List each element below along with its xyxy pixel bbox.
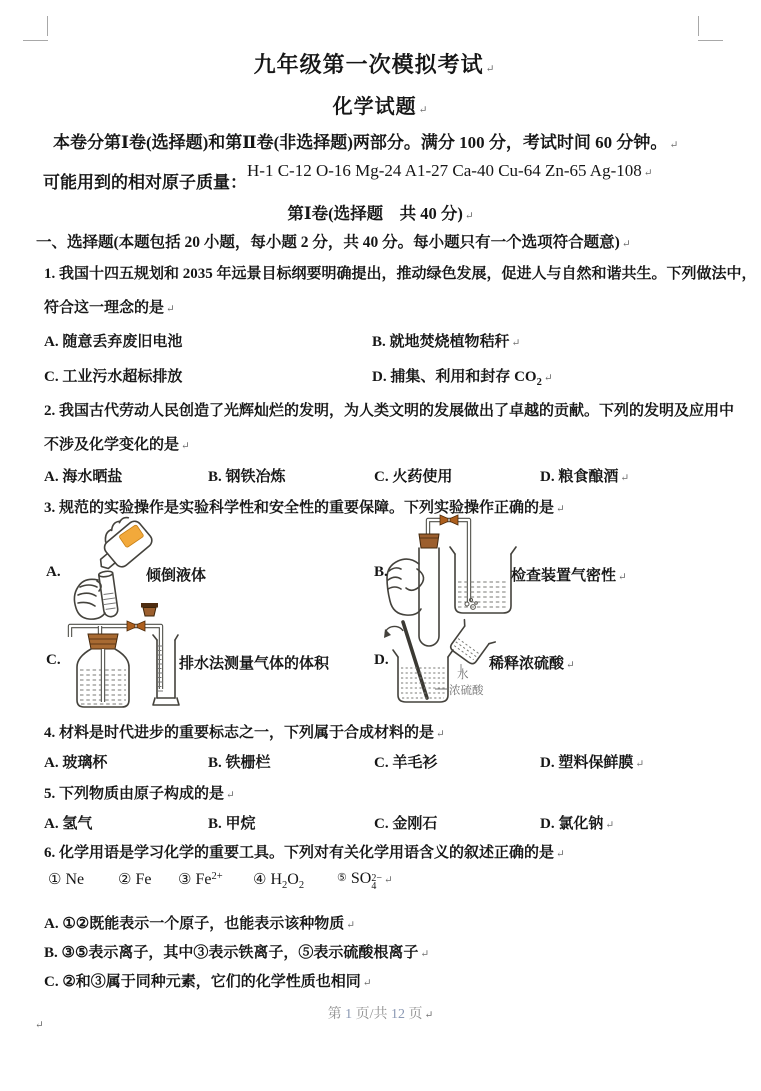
page-subtitle: 化学试题 ↵	[332, 96, 429, 118]
question-1-stem-line-1: 1. 我国十四五规划和 2035 年远景目标纲要明确提出，推动绿色发展，促进人与自然和谐共生。下列做法中，	[44, 266, 757, 282]
sulfate-ion-charge-stack: 2− 4	[371, 872, 382, 892]
crop-mark-top-right-vertical	[698, 16, 699, 36]
paragraph-mark: ↵	[420, 949, 430, 960]
question-1-option-b: B. 就地焚烧植物秸秆 ↵	[372, 334, 521, 350]
question-1-option-a: A. 随意丢弃废旧电池	[44, 334, 183, 350]
question-4-stem: 4. 材料是时代进步的重要标志之一，下列属于合成材料的是 ↵	[44, 725, 445, 741]
paragraph-mark: ↵	[543, 373, 553, 384]
total-page-count: 12	[391, 1007, 406, 1022]
paragraph-mark: ↵	[362, 978, 372, 989]
question-2-option-b: B. 钢铁冶炼	[208, 469, 286, 485]
paragraph-mark: ↵	[181, 441, 190, 452]
paragraph-mark: ↵	[383, 875, 393, 886]
question-1-stem-line-2: 符合这一理念的是 ↵	[44, 300, 175, 316]
question-6-stem: 6. 化学用语是学习化学的重要工具。下列对有关化学用语含义的叙述正确的是 ↵	[44, 845, 565, 861]
glass-stirring-rod	[403, 622, 427, 698]
paragraph-mark: ↵	[464, 211, 474, 222]
paragraph-mark: ↵	[226, 790, 235, 801]
gas-bottle-with-stopper	[77, 634, 129, 707]
question-3-option-b-label: B.	[374, 564, 388, 580]
crop-mark-top-left-horizontal	[23, 40, 48, 41]
atomic-mass-label: 可能用到的相对原子质量：	[43, 173, 247, 192]
question-3-option-c-caption: 排水法测量气体的体积	[179, 656, 330, 672]
question-4-option-b: B. 铁栅栏	[208, 755, 271, 771]
question-5-option-d: D. 氯化钠 ↵	[540, 816, 615, 832]
question-3-option-d-caption: 稀释浓硫酸 ↵	[489, 656, 575, 672]
question-6-term-2: ② Fe	[118, 871, 152, 888]
question-4-option-d: D. 塑料保鲜膜 ↵	[540, 755, 645, 771]
question-1-option-d: D. 捕集、利用和封存 $CO_2$ ↵	[372, 369, 553, 388]
reagent-bottle-tilted	[86, 511, 155, 578]
beaker-with-water	[450, 547, 516, 613]
graduated-cylinder	[153, 635, 179, 705]
question-5-option-a: A. 氢气	[44, 816, 93, 832]
paragraph-mark: ↵	[605, 820, 615, 831]
paragraph-mark: ↵	[418, 105, 429, 116]
section-1-instruction: 一、选择题(本题包括 20 小题，每小题 2 分，共 40 分。每小题只有一个选项符合题意) ↵	[36, 234, 631, 251]
paragraph-mark: ↵	[35, 1020, 44, 1031]
question-5-option-c: C. 金刚石	[374, 816, 438, 832]
co2-subscript: 2	[536, 377, 542, 388]
paragraph-mark: ↵	[618, 572, 627, 583]
circled-number-5: ⑤	[337, 872, 347, 884]
question-5-option-b: B. 甲烷	[208, 816, 256, 832]
question-6-option-b: B. ③⑤表示离子，其中③表示铁离子，⑤表示硫酸根离子 ↵	[44, 945, 430, 961]
question-6-term-5: ⑤ SO 2− 4 ↵	[337, 870, 393, 892]
question-6-term-4: ④ $H_2O_2$	[253, 871, 305, 891]
page-footer: 第 1 页/共 12 页 ↵	[327, 1007, 434, 1022]
question-6-option-c: C. ②和③属于同种元素，它们的化学性质也相同 ↵	[44, 974, 372, 990]
question-2-option-a: A. 海水晒盐	[44, 469, 123, 485]
rotation-arrow	[384, 626, 403, 638]
question-2-option-c: C. 火药使用	[374, 469, 453, 485]
question-2-stem-line-2: 不涉及化学变化的是 ↵	[44, 437, 190, 453]
current-page-number: 1	[345, 1007, 353, 1022]
paragraph-mark: ↵	[556, 504, 565, 515]
paragraph-mark: ↵	[566, 660, 575, 671]
paragraph-mark: ↵	[635, 759, 645, 770]
question-3-option-a-caption: 倾倒液体	[146, 568, 207, 584]
fist-holding-test-tube	[387, 559, 424, 615]
question-3-stem: 3. 规范的实验操作是实验科学性和安全性的重要保障。下列实验操作正确的是 ↵	[44, 500, 565, 516]
page-title: 九年级第一次模拟考试 ↵	[253, 52, 496, 77]
figure-d-dilute-acid-illustration	[381, 610, 506, 712]
paragraph-mark: ↵	[436, 729, 445, 740]
paragraph-mark: ↵	[346, 920, 356, 931]
crop-mark-top-left-vertical	[47, 16, 48, 36]
iron-ion-superscript: 2+	[211, 871, 223, 882]
question-6-term-1: ① Ne	[48, 871, 85, 888]
question-3-option-d-label: D.	[374, 652, 389, 668]
question-3-option-b-caption: 检查装置气密性 ↵	[511, 568, 627, 584]
water-label: 水	[457, 669, 469, 681]
paragraph-mark: ↵	[511, 338, 521, 349]
question-1-option-c: C. 工业污水超标排放	[44, 369, 183, 385]
paragraph-mark: ↵	[620, 473, 630, 484]
circled-number-2: ②	[118, 872, 132, 888]
paragraph-mark: ↵	[556, 849, 565, 860]
paragraph-mark: ↵	[621, 239, 631, 250]
circled-number-3: ③	[178, 872, 192, 888]
circled-number-1: ①	[48, 872, 62, 888]
question-6-term-3: ③ $Fe^{2+}$	[178, 871, 223, 888]
question-5-stem: 5. 下列物质由原子构成的是 ↵	[44, 786, 235, 802]
paragraph-mark: ↵	[485, 64, 496, 75]
paragraph-mark: ↵	[424, 1010, 434, 1021]
question-2-stem-line-1: 2. 我国古代劳动人民创造了光辉灿烂的发明，为人类文明的发展做出了卓越的贡献。下列的发明及应用中	[44, 403, 735, 419]
paragraph-mark: ↵	[643, 168, 653, 179]
question-2-option-d: D. 粮食酿酒 ↵	[540, 469, 630, 485]
question-4-option-a: A. 玻璃杯	[44, 755, 108, 771]
question-4-option-c: C. 羊毛衫	[374, 755, 438, 771]
exam-intro: 本卷分第Ⅰ卷(选择题)和第Ⅱ卷(非选择题)两部分。满分 100 分，考试时间 60 分钟。 ↵	[53, 133, 679, 152]
crop-mark-top-right-horizontal	[698, 40, 723, 41]
small-beaker-pouring-water	[446, 620, 496, 668]
paragraph-mark: ↵	[669, 140, 679, 151]
section-1-title: 第Ⅰ卷(选择题 共 40 分) ↵	[287, 204, 474, 223]
question-6-option-a: A. ①②既能表示一个原子，也能表示该种物质 ↵	[44, 916, 356, 932]
acid-label: 浓硫酸	[449, 685, 484, 697]
question-3-option-a-label: A.	[46, 564, 61, 580]
atomic-mass-values: H-1 C-12 O-16 Mg-24 A1-27 Ca-40 Cu-64 Zn-65 Ag-108 ↵	[247, 161, 653, 180]
question-3-option-c-label: C.	[46, 652, 61, 668]
beaker-with-acid	[393, 650, 453, 702]
circled-number-4: ④	[253, 872, 267, 888]
paragraph-mark: ↵	[166, 304, 175, 315]
